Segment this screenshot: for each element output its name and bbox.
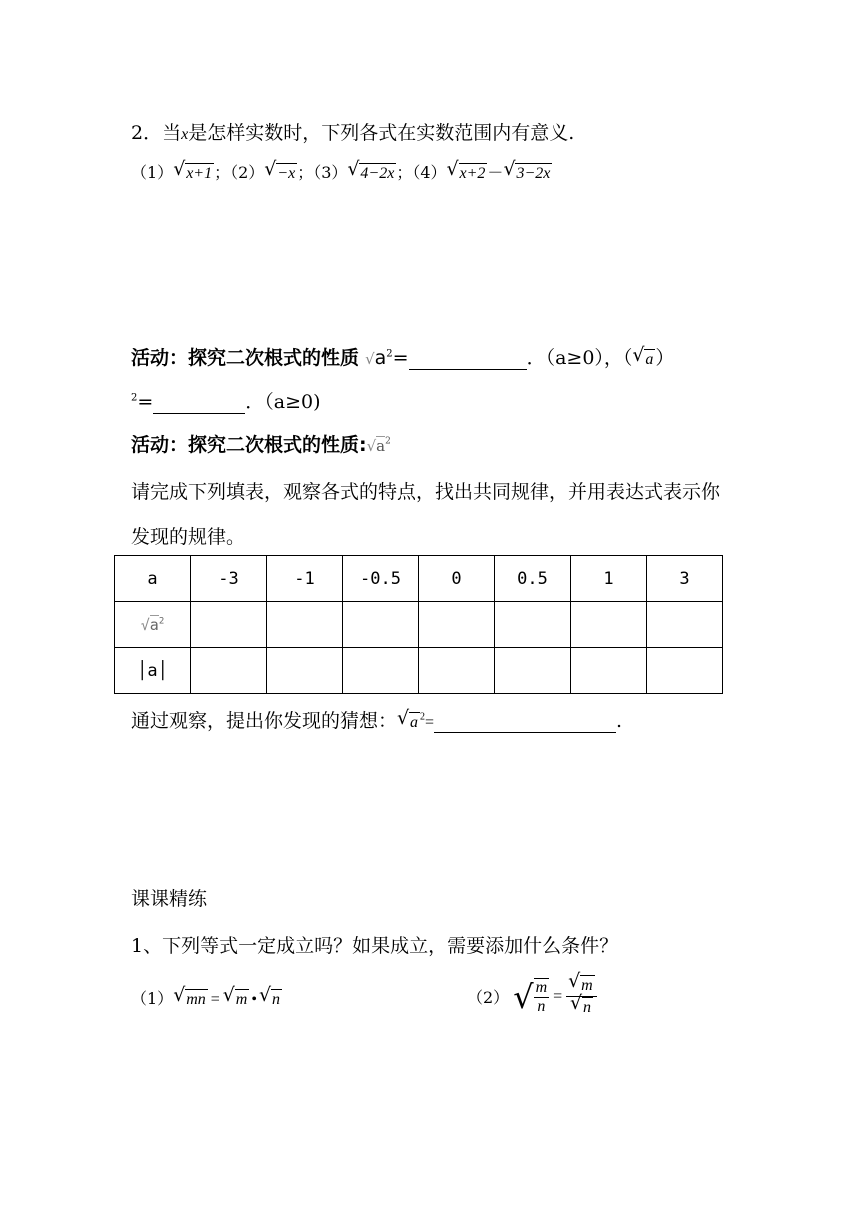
activity1-sup: 2 [386,348,393,360]
table-input-cell[interactable] [343,602,419,648]
conjecture-line [131,706,622,733]
table-input-cell[interactable] [191,648,267,694]
instruction-line1: 请完成下列填表，观察各式的特点，找出共同规律，并用表达式表示你 [131,481,721,503]
table-input-cell[interactable] [571,602,647,648]
q2-suffix: 是怎样实数时，下列各式在实数范围内有意义. [188,122,575,144]
table-input-cell[interactable] [647,602,723,648]
table-cell: 0 [419,556,495,602]
value-table [114,555,723,694]
activity1-rad2: √ a [644,349,655,370]
conjecture-end: . [616,710,623,732]
q2-item1-expr: √ x+1 [185,163,214,184]
item1-lhs: √ mn [185,989,208,1010]
table-input-cell[interactable] [495,648,571,694]
item2-rden: √ n [582,997,593,1018]
q2-item4-expr2: √ 3−2x [515,163,552,184]
q2-item1-label: （1） [131,163,174,182]
conjecture-text: 通过观察，提出你发现的猜想： [131,710,398,732]
q2-item2-label: （2） [230,163,265,182]
table-input-cell[interactable] [419,602,495,648]
table-input-cell[interactable] [267,648,343,694]
q2-item4-label: （4） [412,163,447,182]
activity2-line [131,430,391,457]
activity1-blank1[interactable] [409,349,527,370]
table-row-sqrt [115,602,723,648]
big-sqrt-icon: √ [513,977,534,1016]
table-input-cell[interactable] [343,648,419,694]
table-input-cell[interactable] [495,602,571,648]
item1-dot: • [251,991,257,1008]
item2-label: （2） [467,988,510,1007]
practice-item2 [467,975,597,1018]
table-row-label-sqrt [115,602,191,648]
q2-intro [131,118,574,145]
conjecture-rad: √ a [409,712,420,733]
sqrt-icon: √ [140,615,150,634]
activity1-line2-sup: 2 [131,392,138,404]
table-cell: -1 [267,556,343,602]
table-cell: 1 [571,556,647,602]
activity1-rad: a [374,347,387,369]
item1-eq: = [210,991,220,1008]
practice-item1 [131,986,282,1010]
row2-rad: a [149,615,159,634]
activity2-sqrt-icon: √ [366,437,377,455]
item1-label: （1） [131,989,174,1008]
activity2-prefix: 活动：探究二次根式的性质: [131,434,367,456]
table-cell: -0.5 [343,556,419,602]
item1-a: √ m [235,989,250,1010]
conjecture-blank[interactable] [434,712,616,733]
item2-lhs-frac [534,978,550,1016]
table-input-cell[interactable] [191,602,267,648]
activity2-rad: a [376,437,386,455]
practice-q1: 1、下列等式一定成立吗？如果成立，需要添加什么条件？ [131,935,619,957]
q2-prefix: 2．当 [131,122,182,144]
q2-var: x [181,126,189,143]
activity1-sqrt-icon: √ [365,350,375,368]
table-cell: a [115,556,191,602]
instruction-line2: 发现的规律。 [131,526,246,548]
activity1-blank2[interactable] [153,393,245,414]
item2-rnum: √ m [580,975,595,996]
activity1-line2 [131,387,321,414]
q2-sep3: ； [396,163,413,182]
item2-eq: = [553,987,563,1005]
item2-rhs-frac [566,975,597,1018]
table-input-cell[interactable] [647,648,723,694]
activity1-prefix: 活动：探究二次根式的性质 [131,347,360,369]
activity1-cond1: ．（a≥0），（ [526,347,633,369]
table-input-cell[interactable] [571,648,647,694]
q2-items [131,160,552,184]
q2-sep1: ； [214,163,231,182]
conjecture-eq: = [425,714,435,731]
q2-item4-minus: － [487,163,504,182]
activity1-close: ） [655,347,675,369]
q2-item4-expr: √ x+2 [459,163,488,184]
table-cell: 3 [647,556,723,602]
activity1-cond2: ．（a≥0) [245,391,321,413]
item2-den: n [537,997,546,1015]
table-input-cell[interactable] [267,602,343,648]
table-row-header [115,556,723,602]
table-cell: 0.5 [495,556,571,602]
activity1-eq: = [392,347,409,369]
table-cell: -3 [191,556,267,602]
q2-item3-expr: √ 4−2x [359,163,396,184]
practice-title: 课课精练 [131,888,208,910]
conjecture-sup: 2 [420,711,426,723]
q2-item3-label: （3） [313,163,348,182]
activity1-line1 [131,343,674,370]
table-input-cell[interactable] [419,648,495,694]
table-row-abs [115,648,723,694]
activity1-line2-eq: = [137,391,154,413]
activity2-sup: 2 [385,436,391,447]
item1-b: √ n [271,989,282,1010]
item2-num: m [535,978,548,996]
row2-sup: 2 [158,615,165,626]
q2-sep2: ； [297,163,314,182]
q2-item2-expr: √ −x [276,163,297,184]
table-row-label-abs: │a│ [115,648,191,694]
